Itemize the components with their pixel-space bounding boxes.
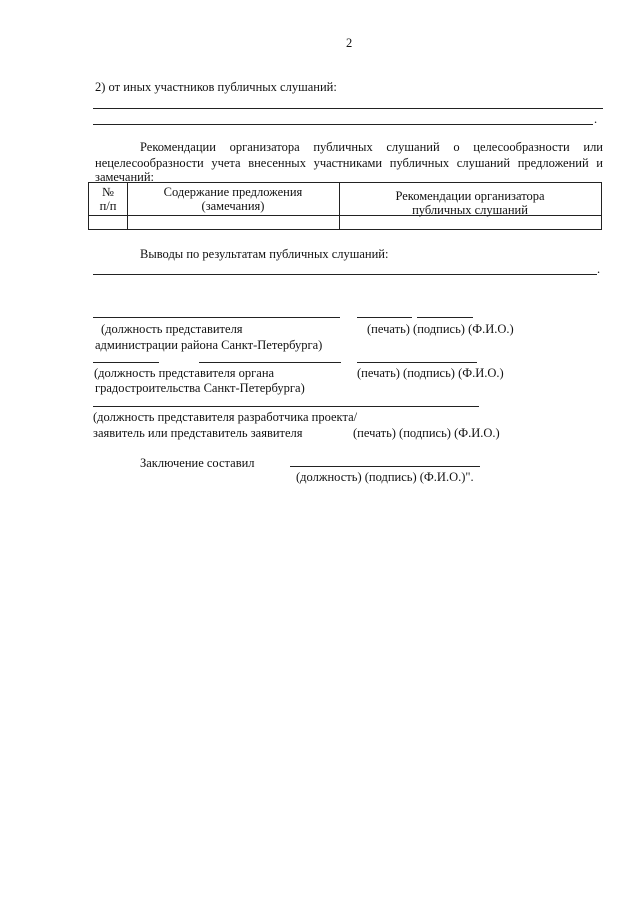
signature-line-signature xyxy=(417,317,473,318)
signature-line-position xyxy=(93,406,479,407)
urban-representative-title-1: (должность представителя органа xyxy=(94,366,275,380)
signature-line-position xyxy=(199,362,341,363)
table-header-number-line2: п/п xyxy=(99,199,117,213)
blank-line xyxy=(93,124,593,125)
line-end-period: . xyxy=(594,112,598,126)
page-number: 2 xyxy=(346,36,353,50)
admin-representative-title-2: администрации района Санкт-Петербурга) xyxy=(95,338,323,352)
recommendations-line-3: замечаний: xyxy=(95,170,155,184)
urban-representative-fields: (печать) (подпись) (Ф.И.О.) xyxy=(357,366,504,380)
table-header-content-line1: Содержание предложения xyxy=(163,185,303,199)
signature-line-position xyxy=(93,317,340,318)
table-header-content-line2: (замечания) xyxy=(201,199,265,213)
line-end-period: . xyxy=(597,262,601,276)
table-header-recommendations xyxy=(339,189,601,217)
table-header-number xyxy=(89,185,127,213)
blank-line xyxy=(93,108,603,109)
table-header-number-line1: № xyxy=(102,185,114,199)
signature-line-stamp xyxy=(357,317,412,318)
table-header-recommendations-line1: Рекомендации организатора xyxy=(395,189,545,203)
recommendations-line-2: нецелесообразности учета внесенных участниками публичных слушаний предложений и xyxy=(95,156,603,170)
recommendations-table xyxy=(88,182,602,230)
conclusion-composed-fields: (должность) (подпись) (Ф.И.О.)". xyxy=(296,470,474,484)
conclusions-heading: Выводы по результатам публичных слушаний: xyxy=(140,247,389,261)
developer-representative-fields: (печать) (подпись) (Ф.И.О.) xyxy=(353,426,500,440)
signature-line-composer xyxy=(290,466,480,467)
table-header-content xyxy=(127,185,339,213)
developer-representative-title-2: заявитель или представитель заявителя xyxy=(93,426,303,440)
admin-representative-title-1: (должность представителя xyxy=(101,322,243,336)
blank-line xyxy=(93,274,597,275)
conclusion-composed-label: Заключение составил xyxy=(140,456,255,470)
urban-representative-title-2: градостроительства Санкт-Петербурга) xyxy=(95,381,305,395)
admin-representative-fields: (печать) (подпись) (Ф.И.О.) xyxy=(367,322,514,336)
signature-line-position xyxy=(93,362,159,363)
developer-representative-title-1: (должность представителя разработчика проекта/ xyxy=(93,410,358,424)
signature-line-stamp xyxy=(357,362,477,363)
recommendations-line-1: Рекомендации организатора публичных слушаний о целесообразности или xyxy=(140,140,603,154)
table-header-recommendations-line2: публичных слушаний xyxy=(412,203,528,217)
section-other-participants-heading: 2) от иных участников публичных слушаний: xyxy=(95,80,337,94)
